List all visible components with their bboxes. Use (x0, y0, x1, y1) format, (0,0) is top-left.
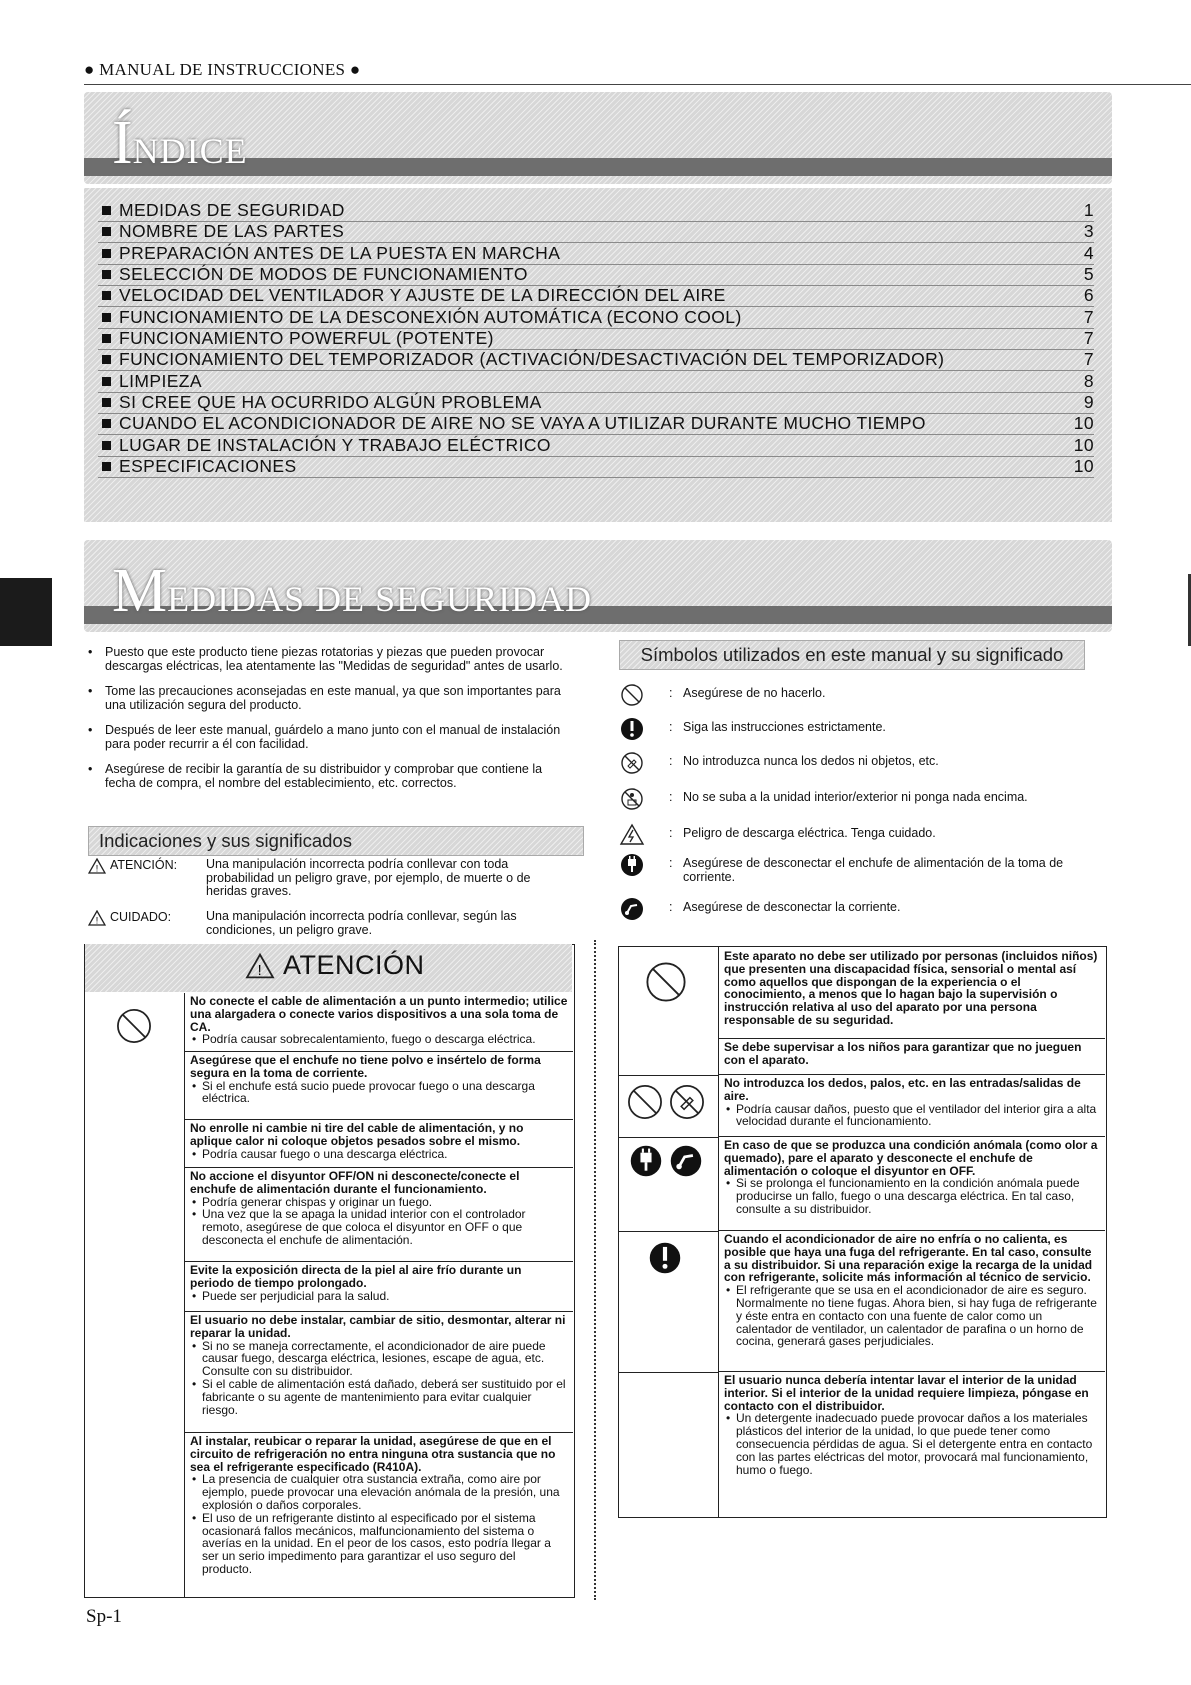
toc-page-number: 8 (1083, 371, 1094, 391)
list-item: • Un detergente inadecuado puede provocar daños a los materiales plásticos del interior de la unidad, lo que puede tener como consecuencia pérdidas de agua. Si el detergente entra en contacto con las partes eléctricas del motor, provocará mal funcionamiento, humo o fuego. (724, 1412, 1100, 1476)
list-item: • Si el enchufe está sucio puede provocar fuego o una descarga eléctrica. (190, 1080, 568, 1106)
toc-page-number: 7 (1083, 328, 1094, 348)
disconnect-power-icon (619, 896, 645, 922)
toc-entry[interactable] (98, 200, 1094, 222)
toc-page-number: 3 (1083, 221, 1094, 241)
toc-entry[interactable] (98, 264, 1094, 286)
toc-entry[interactable] (98, 371, 1094, 393)
list-item: • Podría causar daños, puesto que el ventilador del interior gira a alta velocidad durante el funcionamiento. (724, 1103, 1100, 1129)
list-item: • Si se prolonga el funcionamiento en la condición anómala puede producirse un fallo, fuego o una descarga eléctrica. En tal caso, consulte a su distribuidor. (724, 1177, 1100, 1215)
square-bullet-icon (102, 441, 111, 450)
icon-wrapper (668, 1083, 706, 1126)
medidas-title: MEDIDAS DE SEGURIDAD (112, 557, 593, 625)
indicaciones-heading: Indicaciones y sus significados (88, 826, 584, 856)
mandatory-icon (619, 716, 645, 742)
toc-page-number: 4 (1083, 243, 1094, 263)
warning-cell-heading: En caso de que se produzca una condición anómala (como olor a quemado), pare el aparato y desconecte el enchufe de alimentación o coloque el disyuntor en OFF. (724, 1138, 1098, 1178)
warning-cell (185, 1262, 573, 1312)
prohibition-icon (619, 682, 645, 708)
warning-cell (185, 1168, 573, 1262)
toc-page-number: 10 (1073, 413, 1094, 433)
square-bullet-icon (102, 313, 111, 322)
icon-wrapper (647, 1240, 683, 1281)
divider (619, 1137, 719, 1138)
toc-page-number: 7 (1083, 349, 1094, 369)
divider (619, 1231, 719, 1232)
warning-cell-heading: Evite la exposición directa de la piel al aire frío durante un periodo de tiempo prolongado. (190, 1263, 522, 1290)
warning-cell (185, 993, 573, 1052)
toc-page-number: 9 (1083, 392, 1094, 412)
warning-cell-heading: El usuario nunca debería intentar lavar el interior de la unidad interior. Si el interior de la unidad requiere limpieza, póngase en contacto con el distribuidor. (724, 1373, 1089, 1413)
list-item: • Una vez que la se apaga la unidad interior con el controlador remoto, asegúrese de que coloca el disyuntor en OFF o que desconecta el enchufe de alimentación. (190, 1208, 568, 1246)
warning-triangle-icon (88, 858, 106, 874)
icon-wrapper (668, 1143, 704, 1184)
warning-cell-heading: Al instalar, reubicar o reparar la unidad, asegúrese de que en el circuito de refrigeración no entra ninguna otra sustancia que no sea el refrigerante especificado (R410A). (190, 1434, 556, 1474)
no-fingers-icon (619, 750, 645, 776)
square-bullet-icon (102, 270, 111, 279)
toc-entry[interactable] (98, 435, 1094, 457)
simbolos-heading: Símbolos utilizados en este manual y su significado (619, 640, 1085, 670)
toc-label: ESPECIFICACIONES (119, 456, 297, 476)
medidas-banner (84, 540, 1112, 632)
square-bullet-icon (102, 227, 111, 236)
toc-label: SELECCIÓN DE MODOS DE FUNCIONAMIENTO (119, 264, 528, 284)
toc-label: LUGAR DE INSTALACIÓN Y TRABAJO ELÉCTRICO (119, 435, 551, 455)
manual-header: ● MANUAL DE INSTRUCCIONES ● (84, 60, 1191, 85)
toc-entry[interactable] (98, 392, 1094, 414)
divider (619, 1372, 719, 1373)
list-item: • El uso de un refrigerante distinto al especificado por el sistema ocasionará fallos mecánicos, malfuncionamiento del sistema o averías en la unidad. En el peor de los casos, esto podría llegar a ser un serio impedimento para garantizar el uso seguro del producto. (190, 1512, 568, 1576)
list-item: • Después de leer este manual, guárdelo a mano junto con el manual de instalación para poder recurrir a él con facilidad. (88, 724, 573, 751)
toc-page-number: 10 (1073, 456, 1094, 476)
square-bullet-icon (102, 355, 111, 364)
list-item: • Tome las precauciones aconsejadas en este manual, ya que son importantes para una utilización segura del producto. (88, 685, 573, 712)
square-bullet-icon (102, 419, 111, 428)
warning-cell (719, 1075, 1105, 1137)
toc-entry[interactable] (98, 285, 1094, 307)
square-bullet-icon (102, 206, 111, 215)
list-item: • Si el cable de alimentación está dañado, deberá ser sustituido por el fabricante o su agente de mantenimiento para evitar cualquier riesgo. (190, 1378, 568, 1416)
warning-cell (719, 1231, 1105, 1372)
warning-cell (719, 1372, 1105, 1514)
toc-label: FUNCIONAMIENTO POWERFUL (POTENTE) (119, 328, 494, 348)
warning-cell (185, 1433, 573, 1595)
toc-label: VELOCIDAD DEL VENTILADOR Y AJUSTE DE LA DIRECCIÓN DEL AIRE (119, 285, 726, 305)
warning-cell-heading: No enrolle ni cambie ni tire del cable de alimentación, y no aplique calor ni coloque objetos pesados sobre el mismo. (190, 1121, 524, 1148)
svg-text:!: ! (95, 863, 99, 874)
toc-entry[interactable] (98, 349, 1094, 371)
no-step-icon (619, 786, 645, 812)
toc-label: SI CREE QUE HA OCURRIDO ALGÚN PROBLEMA (119, 392, 542, 412)
disconnect-power-icon (668, 1143, 704, 1179)
toc-label: NOMBRE DE LAS PARTES (119, 221, 345, 241)
warning-cell-heading: Se debe supervisar a los niños para garantizar que no jueguen con el aparato. (724, 1040, 1082, 1067)
indice-banner (84, 92, 1112, 184)
square-bullet-icon (102, 377, 111, 386)
icon-wrapper (644, 960, 688, 1009)
toc-page-number: 7 (1083, 307, 1094, 327)
warning-cell-heading: No accione el disyuntor OFF/ON ni desconecte/conecte el enchufe de alimentación durante el funcionamiento. (190, 1169, 520, 1196)
square-bullet-icon (102, 398, 111, 407)
toc-label: CUANDO EL ACONDICIONADOR DE AIRE NO SE VAYA A UTILIZAR DURANTE MUCHO TIEMPO (119, 413, 926, 433)
list-item: • Podría causar sobrecalentamiento, fuego o descarga eléctrica. (190, 1033, 568, 1046)
warning-cell-heading: No introduzca los dedos, palos, etc. en las entradas/salidas de aire. (724, 1076, 1081, 1103)
list-item: • La presencia de cualquier otra sustancia extraña, como aire por ejemplo, puede provocar una elevación anómala de la presión, una explosión o daños corporales. (190, 1473, 568, 1511)
warning-triangle-icon (245, 953, 275, 979)
svg-text:!: ! (257, 962, 263, 979)
prohibition-icon (115, 1007, 153, 1045)
warning-triangle-icon (88, 910, 106, 926)
atencion-heading: ! ATENCIÓN (85, 944, 572, 992)
mandatory-icon (647, 1240, 683, 1276)
divider (619, 1075, 719, 1076)
warning-cell (719, 1039, 1105, 1075)
square-bullet-icon (102, 334, 111, 343)
square-bullet-icon (102, 291, 111, 300)
icon-wrapper (626, 1083, 664, 1126)
unplug-icon (628, 1143, 664, 1179)
intro-bullets (88, 646, 573, 802)
list-item: • El refrigerante que se usa en el acondicionador de aire es seguro. Normalmente no tiene fugas. Ahora bien, si hay fuga de refrigerante y éste entra en contacto con una fuente de calor como un calentador de ventilador, un calentador de parafina o un horno de cocina, generará gases perjudiciales. (724, 1284, 1100, 1348)
list-item: • Podría causar fuego o una descarga eléctrica. (190, 1148, 568, 1161)
toc-label: FUNCIONAMIENTO DE LA DESCONEXIÓN AUTOMÁTICA (ECONO COOL) (119, 307, 742, 327)
table-of-contents (84, 188, 1112, 522)
toc-entry[interactable] (98, 307, 1094, 329)
list-item: • Puede ser perjudicial para la salud. (190, 1290, 568, 1303)
warning-cell (719, 948, 1105, 1039)
toc-entry[interactable] (98, 221, 1094, 243)
toc-page-number: 5 (1083, 264, 1094, 284)
warning-cell (719, 1137, 1105, 1231)
no-fingers-icon (668, 1083, 706, 1121)
warning-cell (185, 1312, 573, 1433)
side-tab-marker (0, 578, 52, 646)
toc-label: LIMPIEZA (119, 371, 202, 391)
list-item: • Asegúrese de recibir la garantía de su distribuidor y comprobar que contiene la fecha de compra, el nombre del establecimiento, etc. correctos. (88, 763, 573, 790)
warning-cell-heading: Este aparato no debe ser utilizado por personas (incluidos niños) que presenten una discapacidad física, sensorial o mental así como aquellos que dispongan de la experiencia o el conocimiento, a menos que lo hagan bajo la supervisión o instrucción relativa al uso del aparato por una persona responsable de su seguridad. (724, 949, 1098, 1027)
svg-text:!: ! (95, 915, 99, 926)
toc-entry[interactable] (98, 413, 1094, 435)
warning-cell (185, 1052, 573, 1120)
warning-cell-heading: No conecte el cable de alimentación a un punto intermedio; utilice una alargadera o conecte varios dispositivos a una sola toma de CA. (190, 994, 568, 1034)
indice-title: ÍNDICE (112, 109, 248, 177)
list-item: • Si no se maneja correctamente, el acondicionador de aire puede causar fuego, descarga eléctrica, lesiones, escape de agua, etc. Consulte con su distribuidor. (190, 1340, 568, 1378)
unplug-icon (619, 852, 645, 878)
square-bullet-icon (102, 249, 111, 258)
toc-page-number: 1 (1083, 200, 1094, 220)
warning-cell-heading: El usuario no debe instalar, cambiar de sitio, desmontar, alterar ni reparar la unidad. (190, 1313, 566, 1340)
icon-wrapper (628, 1143, 664, 1184)
column-divider (594, 940, 596, 1600)
prohibition-icon (626, 1083, 664, 1121)
list-item: • Puesto que este producto tiene piezas rotatorias y piezas que pueden provocar descargas eléctricas, lea atentamente las "Medidas de seguridad" antes de usarlo. (88, 646, 573, 673)
toc-page-number: 10 (1073, 435, 1094, 455)
toc-label: MEDIDAS DE SEGURIDAD (119, 200, 345, 220)
page-number: Sp-1 (86, 1606, 122, 1627)
square-bullet-icon (102, 462, 111, 471)
toc-entry[interactable] (98, 456, 1094, 478)
electric-shock-icon (619, 822, 645, 848)
warning-cell-heading: Asegúrese que el enchufe no tiene polvo e insértelo de forma segura en la toma de corriente. (190, 1053, 541, 1080)
toc-label: FUNCIONAMIENTO DEL TEMPORIZADOR (ACTIVACIÓN/DESACTIVACIÓN DEL TEMPORIZADOR) (119, 349, 945, 369)
toc-entry[interactable] (98, 328, 1094, 350)
warning-cell-heading: Cuando el acondicionador de aire no enfría o no calienta, es posible que haya una fuga del refrigerante. En tal caso, consulte a su distribuidor. Si una reparación exige la recarga de la unidad con refrigerante, solicite más información al técnico de servicio. (724, 1232, 1093, 1285)
toc-label: PREPARACIÓN ANTES DE LA PUESTA EN MARCHA (119, 243, 561, 263)
toc-entry[interactable] (98, 243, 1094, 265)
warning-cell (185, 1120, 573, 1168)
prohibition-icon (644, 960, 688, 1004)
toc-page-number: 6 (1083, 285, 1094, 305)
list-item: • Podría generar chispas y originar un fuego. (190, 1196, 568, 1209)
